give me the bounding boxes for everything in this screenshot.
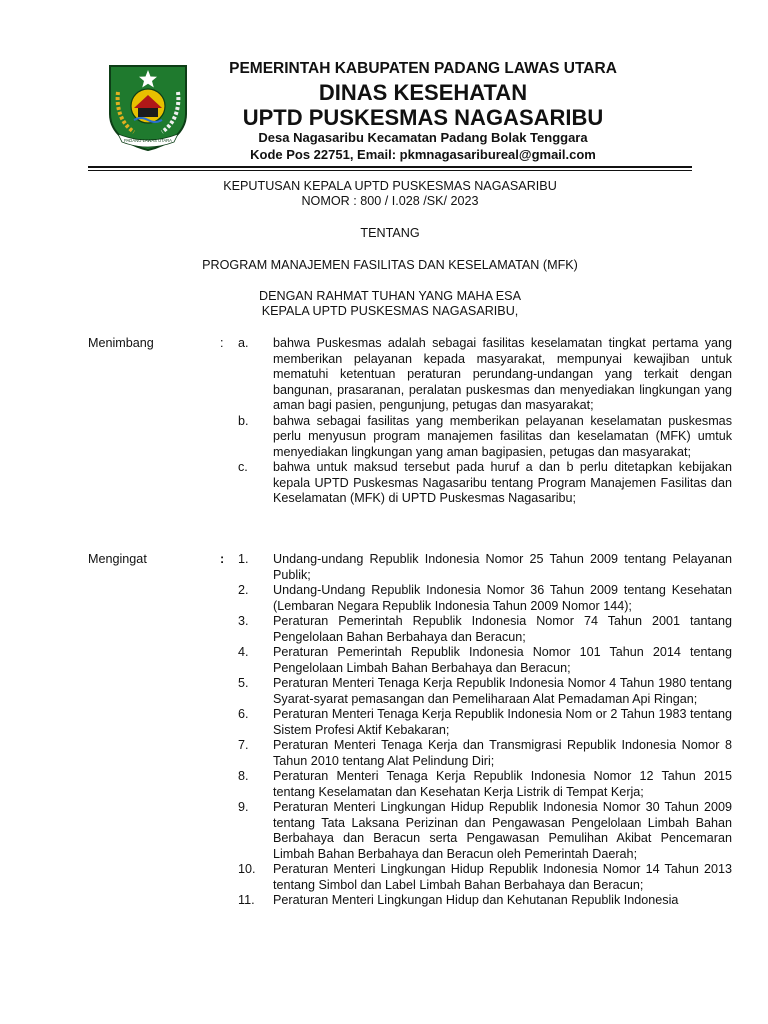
mengingat-item <box>238 583 732 614</box>
item-marker: 8. <box>238 769 249 783</box>
item-marker: 10. <box>238 862 256 876</box>
item-marker: 11. <box>238 893 255 907</box>
mengingat-item <box>238 676 732 707</box>
item-marker: 6. <box>238 707 249 721</box>
item-text: Peraturan Menteri Tenaga Kerja Republik Indonesia Nomor 4 Tahun 1980 tentang Syarat-syarat pemasangan dan Pemeliharaan Alat Pemadaman Api Ringan; <box>273 676 732 706</box>
regency-emblem-logo <box>104 62 192 152</box>
item-text: bahwa Puskesmas adalah sebagai fasilitas keselamatan tingkat pertama yang memberikan pelayanan kepada masyarakat, mempunyai kewajiban untuk mematuhi ketentuan peraturan perundang-undangan yang terkait dengan bangunan, prasaranan, peralatan puskesmas dan menyediakan lingkungan yang aman bagi pasien, pengunjung, petugas dan masyarakat; <box>273 336 732 412</box>
menimbang-item <box>238 336 732 414</box>
item-marker: 7. <box>238 738 249 752</box>
mengingat-colon: : <box>220 552 225 566</box>
mengingat-label: Mengingat <box>88 552 147 566</box>
item-text: Undang-undang Republik Indonesia Nomor 25 Tahun 2009 tentang Pelayanan Publik; <box>273 552 732 582</box>
letterhead-government: PEMERINTAH KABUPATEN PADANG LAWAS UTARA <box>229 60 617 77</box>
item-text: Peraturan Menteri Tenaga Kerja Republik Indonesia Nomor 12 Tahun 2015 tentang Keselamatan dan Kesehatan Kerja Listrik di Tempat Kerja; <box>273 769 732 799</box>
emblem-house-body <box>138 108 158 117</box>
decree-title: KEPUTUSAN KEPALA UPTD PUSKESMAS NAGASARIBU <box>223 179 557 193</box>
mengingat-item <box>238 800 732 862</box>
mengingat-item <box>238 645 732 676</box>
mengingat-item <box>238 769 732 800</box>
mengingat-item <box>238 893 732 909</box>
item-text: bahwa sebagai fasilitas yang memberikan pelayanan keselamatan puskesmas perlu menyusun program manajemen fasilitas dan keselamatan (MFK) umtuk menyediakan lingkungan yang aman bagipasien, petugas dan masyarakat; <box>273 413 732 459</box>
item-text: Peraturan Menteri Lingkungan Hidup Republik Indonesia Nomor 30 Tahun 2009 tentang Tata Laksana Perizinan dan Pengawasan Pengelolaan Limbah Bahan Berbahaya dan Beracun serta Pengawasan Pemulihan Akibat Pencemaran Limbah Bahan Berbahaya dan Beracun oleh Pemerintah Daerah; <box>273 800 732 861</box>
item-marker: b. <box>238 413 249 428</box>
item-marker: 3. <box>238 614 249 628</box>
letterhead-contact: Kode Pos 22751, Email: pkmnagasaribureal@gmail.com <box>250 147 596 162</box>
mengingat-item <box>238 707 732 738</box>
letterhead-address: Desa Nagasaribu Kecamatan Padang Bolak Tenggara <box>258 130 588 145</box>
mengingat-list <box>238 552 732 909</box>
menimbang-colon: : <box>220 336 224 350</box>
item-marker: 5. <box>238 676 249 690</box>
decree-tentang: TENTANG <box>360 226 420 240</box>
mengingat-item <box>238 614 732 645</box>
item-text: Peraturan Menteri Lingkungan Hidup Republik Indonesia Nomor 14 Tahun 2013 tentang Simbol dan Label Limbah Bahan Berbahaya dan Beracun; <box>273 862 732 892</box>
item-marker: a. <box>238 336 249 350</box>
item-text: Peraturan Pemerintah Republik Indonesia Nomor 74 Tahun 2001 tantang Pengelolaan Bahan Berbahaya dan Beracun; <box>273 614 732 644</box>
letterhead-divider-thin <box>88 170 692 171</box>
item-text: bahwa untuk maksud tersebut pada huruf a dan b perlu ditetapkan kebijakan kepala UPTD Puskesmas Nagasaribu tentang Program Manajemen Fasilitas dan Keselamatan (MFK) di UPTD Puskesmas Nagasaribu; <box>273 460 732 505</box>
menimbang-label: Menimbang <box>88 336 154 350</box>
letterhead-divider-thick <box>88 166 692 168</box>
mengingat-item <box>238 862 732 893</box>
letterhead-institution: UPTD PUSKESMAS NAGASARIBU <box>242 105 604 130</box>
item-marker: c. <box>238 460 248 474</box>
item-marker: 2. <box>238 583 249 597</box>
item-marker: 1. <box>238 552 249 566</box>
decree-blessing: DENGAN RAHMAT TUHAN YANG MAHA ESA <box>259 289 521 303</box>
letterhead-department: DINAS KESEHATAN <box>318 80 528 105</box>
decree-issuer: KEPALA UPTD PUSKESMAS NAGASARIBU, <box>261 304 519 318</box>
decree-number: NOMOR : 800 / I.028 /SK/ 2023 <box>301 194 479 208</box>
item-text: Peraturan Menteri Tenaga Kerja Republik Indonesia Nom or 2 Tahun 1983 tentang Sistem Profesi Aktif Kebakaran; <box>273 707 732 737</box>
mengingat-item <box>238 738 732 769</box>
mengingat-item <box>238 552 732 583</box>
decree-subject: PROGRAM MANAJEMEN FASILITAS DAN KESELAMATAN (MFK) <box>202 258 578 272</box>
item-text: Undang-Undang Republik Indonesia Nomor 36 Tahun 2009 tentang Kesehatan (Lembaran Negara Republik Indonesia Tahun 2009 Nomor 144); <box>273 583 732 613</box>
item-marker: 4. <box>238 645 249 659</box>
item-text: Peraturan Menteri Tenaga Kerja dan Transmigrasi Republik Indonesia Nomor 8 Tahun 2010 tentang Alat Pelindung Diri; <box>273 738 732 768</box>
emblem-motto: PADANG LAWAS UTARA <box>124 138 172 143</box>
menimbang-list <box>238 336 732 507</box>
menimbang-item <box>238 460 732 507</box>
menimbang-item <box>238 414 732 461</box>
item-text: Peraturan Pemerintah Republik Indonesia Nomor 101 Tahun 2014 tentang Pengelolaan Limbah Bahan Berbahaya dan Beracun; <box>273 645 732 675</box>
item-text: Peraturan Menteri Lingkungan Hidup dan Kehutanan Republik Indonesia <box>273 893 679 907</box>
item-marker: 9. <box>238 800 249 814</box>
